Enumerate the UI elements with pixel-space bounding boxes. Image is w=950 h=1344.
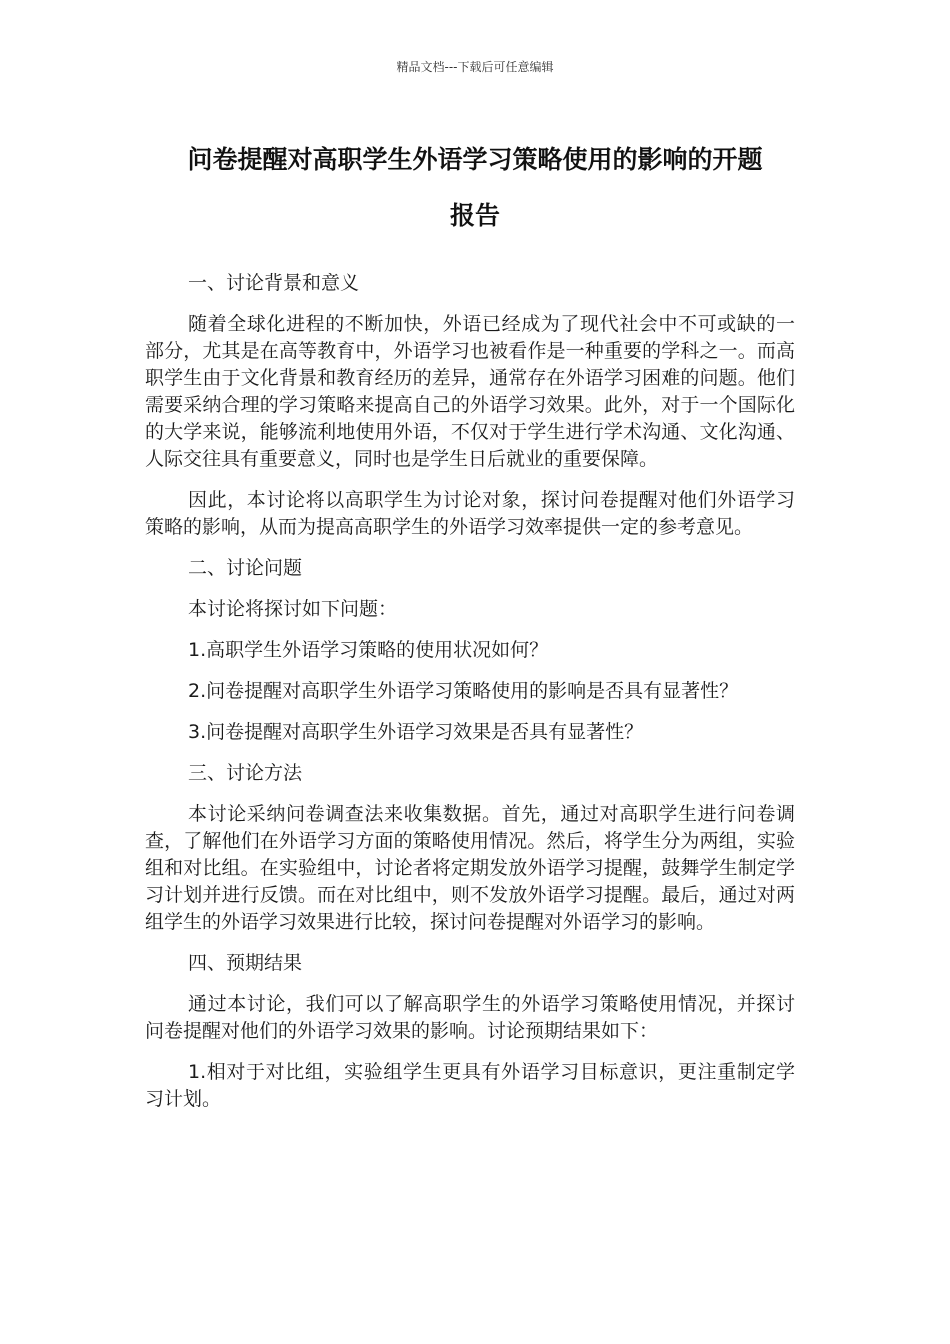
section-2-question-1: 1.高职学生外语学习策略的使用状况如何？ [188,639,549,661]
section-1-paragraph-2: 因此，本讨论将以高职学生为讨论对象，探讨问卷提醒对他们外语学习策略的影响，从而为提高高职学生的外语学习效率提供一定的参考意见。 [145,489,795,538]
section-4-result-1: 1.相对于对比组，实验组学生更具有外语学习目标意识，更注重制定学习计划。 [145,1061,795,1110]
document-title-line-1: 问卷提醒对高职学生外语学习策略使用的影响的开题 [187,145,763,174]
section-3-heading: 三、讨论方法 [188,762,303,784]
document-title-line-2: 报告 [449,201,500,230]
section-1-heading: 一、讨论背景和意义 [188,272,360,294]
section-2-heading: 二、讨论问题 [188,557,303,579]
section-4-paragraph-1: 通过本讨论，我们可以了解高职学生的外语学习策略使用情况，并探讨问卷提醒对他们的外语学习效果的影响。讨论预期结果如下： [145,993,795,1042]
document-body [145,270,795,1113]
section-2-question-2: 2.问卷提醒对高职学生外语学习策略使用的影响是否具有显著性？ [188,680,739,702]
section-1-paragraph-1: 随着全球化进程的不断加快，外语已经成为了现代社会中不可或缺的一部分，尤其是在高等教育中，外语学习也被看作是一种重要的学科之一。而高职学生由于文化背景和教育经历的差异，通常存在外语学习困难的问题。他们需要采纳合理的学习策略来提高自己的外语学习效果。此外，对于一个国际化的大学来说，能够流利地使用外语，不仅对于学生进行学术沟通、文化沟通、人际交往具有重要意义，同时也是学生日后就业的重要保障。 [145,313,795,470]
section-4-heading: 四、预期结果 [188,952,303,974]
section-3-paragraph-1: 本讨论采纳问卷调查法来收集数据。首先，通过对高职学生进行问卷调查，了解他们在外语学习方面的策略使用情况。然后，将学生分为两组，实验组和对比组。在实验组中，讨论者将定期发放外语学习提醒，鼓舞学生制定学习计划并进行反馈。而在对比组中，则不发放外语学习提醒。最后，通过对两组学生的外语学习效果进行比较，探讨问卷提醒对外语学习的影响。 [145,803,795,933]
section-2-question-3: 3.问卷提醒对高职学生外语学习效果是否具有显著性？ [188,721,644,743]
page-header: 精品文档---下载后可任意编辑 [396,60,554,74]
section-2-intro: 本讨论将探讨如下问题： [188,598,398,620]
